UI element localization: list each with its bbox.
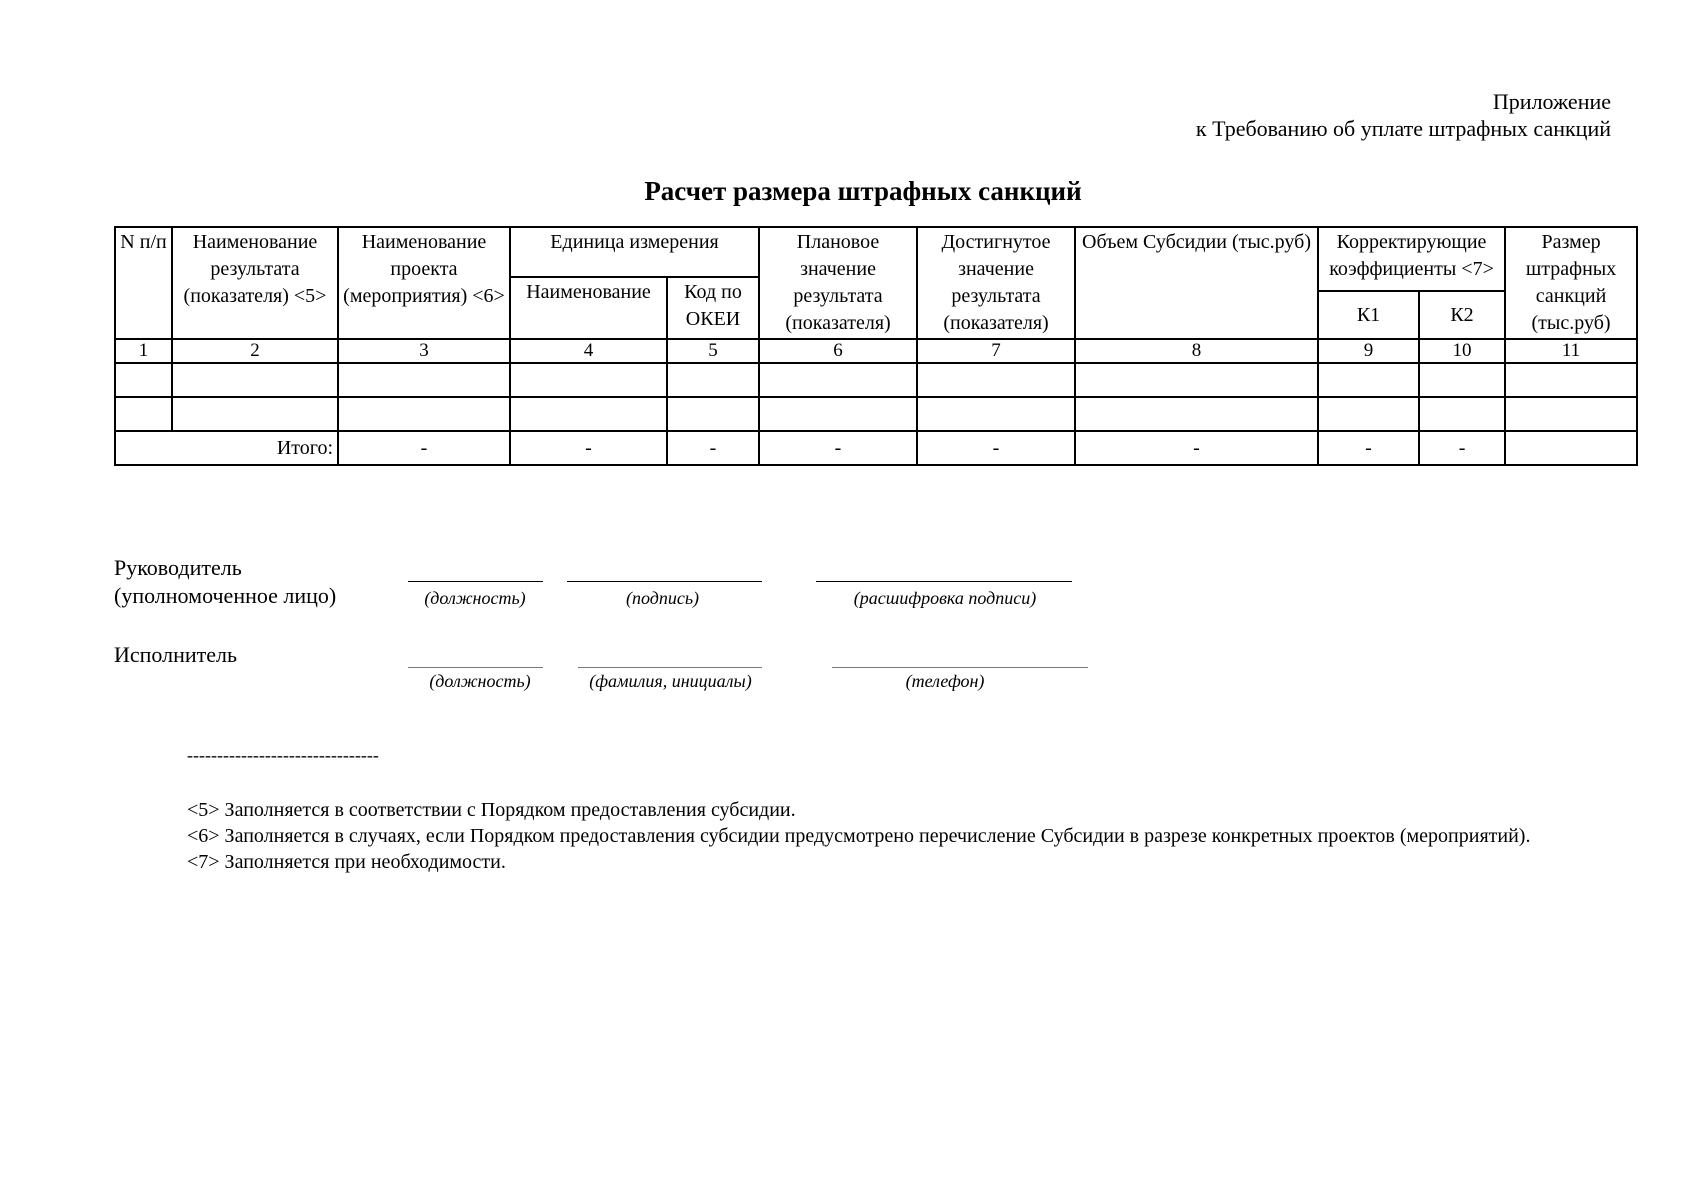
table-cell[interactable] <box>1419 397 1505 431</box>
header-col-1: N п/п <box>115 227 172 339</box>
appendix-header <box>1196 88 1611 142</box>
header-col-7: Достигнутое значение результата (показателя) <box>917 227 1075 339</box>
total-cell: - <box>338 431 510 465</box>
table-cell[interactable] <box>115 363 172 397</box>
table-cell[interactable] <box>759 363 917 397</box>
table-cell[interactable] <box>338 363 510 397</box>
total-row <box>115 431 1637 465</box>
header-col-2: Наименование результата (показателя) <5> <box>172 227 338 339</box>
header-col-10: К2 <box>1419 291 1505 339</box>
total-cell: - <box>1075 431 1318 465</box>
executor-position-caption: (должность) <box>429 671 531 691</box>
footnote-separator: -------------------------------- <box>187 745 379 765</box>
total-cell: - <box>667 431 759 465</box>
header-unit-group: Единица измерения <box>510 227 759 277</box>
table-cell[interactable] <box>510 363 667 397</box>
head-signature-line[interactable] <box>567 581 762 582</box>
document-title: Расчет размера штрафных санкций <box>644 176 1082 206</box>
table-cell[interactable] <box>115 397 172 431</box>
table-cell[interactable] <box>759 397 917 431</box>
column-number: 8 <box>1075 339 1318 363</box>
footnote-7: <7> Заполняется при необходимости. <box>187 851 506 873</box>
footnote-6: <6> Заполняется в случаях, если Порядком предоставления субсидии предусмотрено перечисление Субсидии в разрезе конкретных проектов (мероприятий). <box>187 825 1531 847</box>
appendix-line-2: к Требованию об уплате штрафных санкций <box>1195 116 1611 141</box>
table-row <box>115 397 1637 431</box>
column-number-row <box>115 339 1637 363</box>
table-cell[interactable] <box>667 363 759 397</box>
header-coef-group: Корректирующие коэффициенты <7> <box>1318 227 1505 291</box>
executor-position-line[interactable] <box>408 667 543 668</box>
table-cell[interactable] <box>1075 363 1318 397</box>
header-col-3: Наименование проекта (мероприятия) <6> <box>338 227 510 339</box>
column-number: 3 <box>338 339 510 363</box>
head-label-line-1: Руководитель <box>114 555 242 580</box>
total-cell: - <box>917 431 1075 465</box>
column-number: 2 <box>172 339 338 363</box>
head-name-caption: (расшифровка подписи) <box>853 588 1037 608</box>
penalty-table <box>114 226 1638 466</box>
table-cell[interactable] <box>338 397 510 431</box>
executor-label: Исполнитель <box>114 642 238 667</box>
table-cell[interactable] <box>1075 397 1318 431</box>
appendix-line-1: Приложение <box>1492 89 1611 114</box>
head-label-line-2: (уполномоченное лицо) <box>114 583 337 608</box>
header-col-4: Наименование <box>510 277 667 339</box>
table-cell[interactable] <box>1318 363 1419 397</box>
table-cell[interactable] <box>1505 363 1637 397</box>
table-cell[interactable] <box>172 397 338 431</box>
executor-name-caption: (фамилия, инициалы) <box>589 671 752 691</box>
executor-name-line[interactable] <box>578 667 762 668</box>
column-number: 11 <box>1505 339 1637 363</box>
footnote-5: <5> Заполняется в соответствии с Порядком предоставления субсидии. <box>187 799 796 821</box>
table-cell[interactable] <box>917 363 1075 397</box>
column-number: 4 <box>510 339 667 363</box>
header-col-9: К1 <box>1318 291 1419 339</box>
header-col-11: Размер штрафных санкций (тыс.руб) <box>1505 227 1637 339</box>
table-cell[interactable] <box>172 363 338 397</box>
executor-phone-line[interactable] <box>832 667 1088 668</box>
total-cell: - <box>759 431 917 465</box>
head-signature-caption: (подпись) <box>625 588 700 608</box>
column-number: 7 <box>917 339 1075 363</box>
column-number: 9 <box>1318 339 1419 363</box>
column-number: 6 <box>759 339 917 363</box>
total-cell: - <box>510 431 667 465</box>
table-cell[interactable] <box>510 397 667 431</box>
executor-phone-caption: (телефон) <box>905 671 985 691</box>
total-cell[interactable] <box>1505 431 1637 465</box>
table-cell[interactable] <box>917 397 1075 431</box>
column-number: 10 <box>1419 339 1505 363</box>
total-cell: - <box>1318 431 1419 465</box>
head-signature-label <box>114 554 336 610</box>
column-number: 1 <box>115 339 172 363</box>
header-col-8: Объем Субсидии (тыс.руб) <box>1075 227 1318 339</box>
head-name-line[interactable] <box>816 581 1072 582</box>
header-row-1 <box>115 227 1637 277</box>
total-label: Итого: <box>115 431 338 465</box>
head-position-line[interactable] <box>408 581 543 582</box>
total-cell: - <box>1419 431 1505 465</box>
table-row <box>115 363 1637 397</box>
head-position-caption: (должность) <box>424 588 526 608</box>
table-cell[interactable] <box>667 397 759 431</box>
column-number: 5 <box>667 339 759 363</box>
footnotes <box>114 797 1607 875</box>
header-col-5: Код по ОКЕИ <box>667 277 759 339</box>
table-cell[interactable] <box>1419 363 1505 397</box>
header-col-6: Плановое значение результата (показателя) <box>759 227 917 339</box>
table-cell[interactable] <box>1505 397 1637 431</box>
table-cell[interactable] <box>1318 397 1419 431</box>
